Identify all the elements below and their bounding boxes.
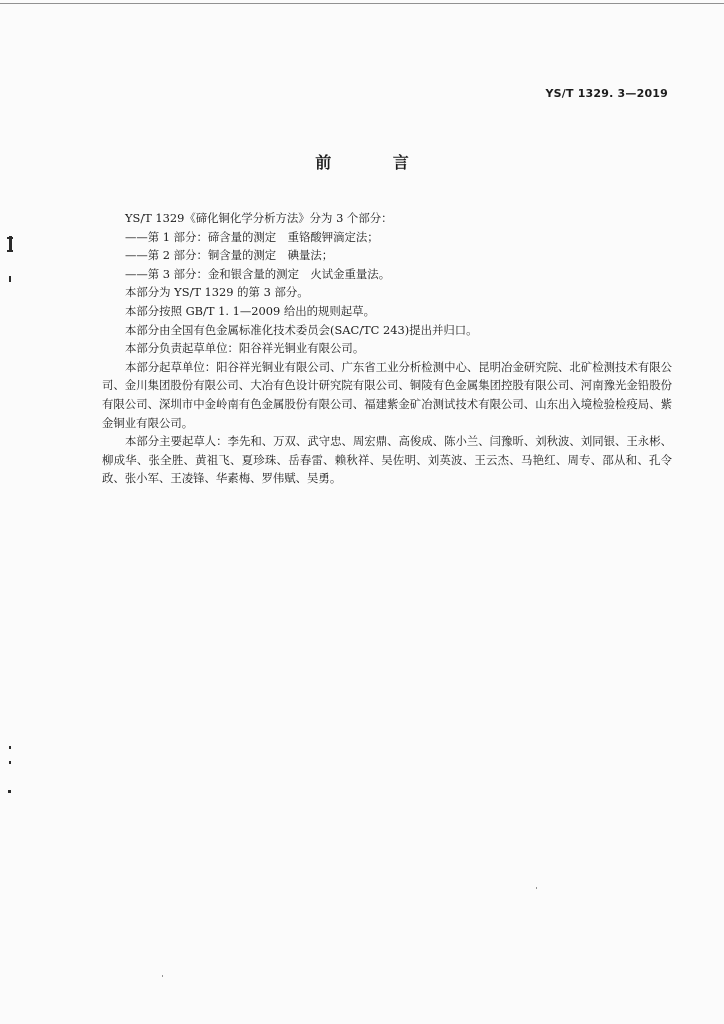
scan-mark bbox=[8, 790, 11, 793]
paragraph-drafting-rules: 本部分按照 GB/T 1. 1—2009 给出的规则起草。 bbox=[125, 303, 375, 318]
scan-mark bbox=[9, 761, 11, 764]
page-title: 前 言 bbox=[315, 153, 437, 172]
paragraph-drafting-units: 本部分起草单位：阳谷祥光铜业有限公司、广东省工业分析检测中心、昆明冶金研究院、北矿检测技术有限公司、金川集团股份有限公司、大冶有色设计研究院有限公司、铜陵有色金属集团控股有限公司、河南豫光金铅股份有限公司、深圳市中金岭南有色金属股份有限公司、福建紫金矿冶测试技术有限公司、山东出入境检验检疫局、紫金铜业有限公司。 bbox=[102, 359, 672, 430]
scan-mark bbox=[7, 237, 13, 239]
paragraph-part-number: 本部分为 YS/T 1329 的第 3 部分。 bbox=[125, 285, 309, 300]
scan-mark bbox=[9, 276, 11, 282]
paragraph-responsible-unit: 本部分负责起草单位：阳谷祥光铜业有限公司。 bbox=[125, 341, 365, 356]
part-1-item: ——第 1 部分：碲含量的测定 重铬酸钾滴定法； bbox=[125, 229, 379, 244]
standard-code: YS/T 1329. 3—2019 bbox=[545, 87, 668, 100]
intro-line: YS/T 1329《碲化铜化学分析方法》分为 3 个部分： bbox=[125, 211, 393, 225]
paragraph-drafters: 本部分主要起草人：李先和、万双、武守忠、周宏鼎、高俊成、陈小兰、闫豫昕、刘秋波、刘同银、王永彬、柳成华、张全胜、黄祖飞、夏珍珠、岳春雷、赖秋祥、吴佐明、刘英波、王云杰、马艳红、周专、邵从和、孔令政、张小军、王凌锋、华素梅、罗伟赋、吴勇。 bbox=[102, 434, 672, 486]
part-3-item: ——第 3 部分：金和银含量的测定 火试金重量法。 bbox=[125, 266, 391, 281]
foreword-body bbox=[102, 209, 672, 488]
scan-edge-line bbox=[0, 3, 724, 4]
paragraph-proposer: 本部分由全国有色金属标准化技术委员会(SAC/TC 243)提出并归口。 bbox=[125, 322, 478, 337]
scan-mark bbox=[162, 975, 163, 977]
part-2-item: ——第 2 部分：铜含量的测定 碘量法； bbox=[125, 248, 334, 263]
scan-mark bbox=[536, 887, 537, 889]
scan-mark bbox=[9, 746, 11, 749]
scan-mark bbox=[7, 250, 13, 252]
